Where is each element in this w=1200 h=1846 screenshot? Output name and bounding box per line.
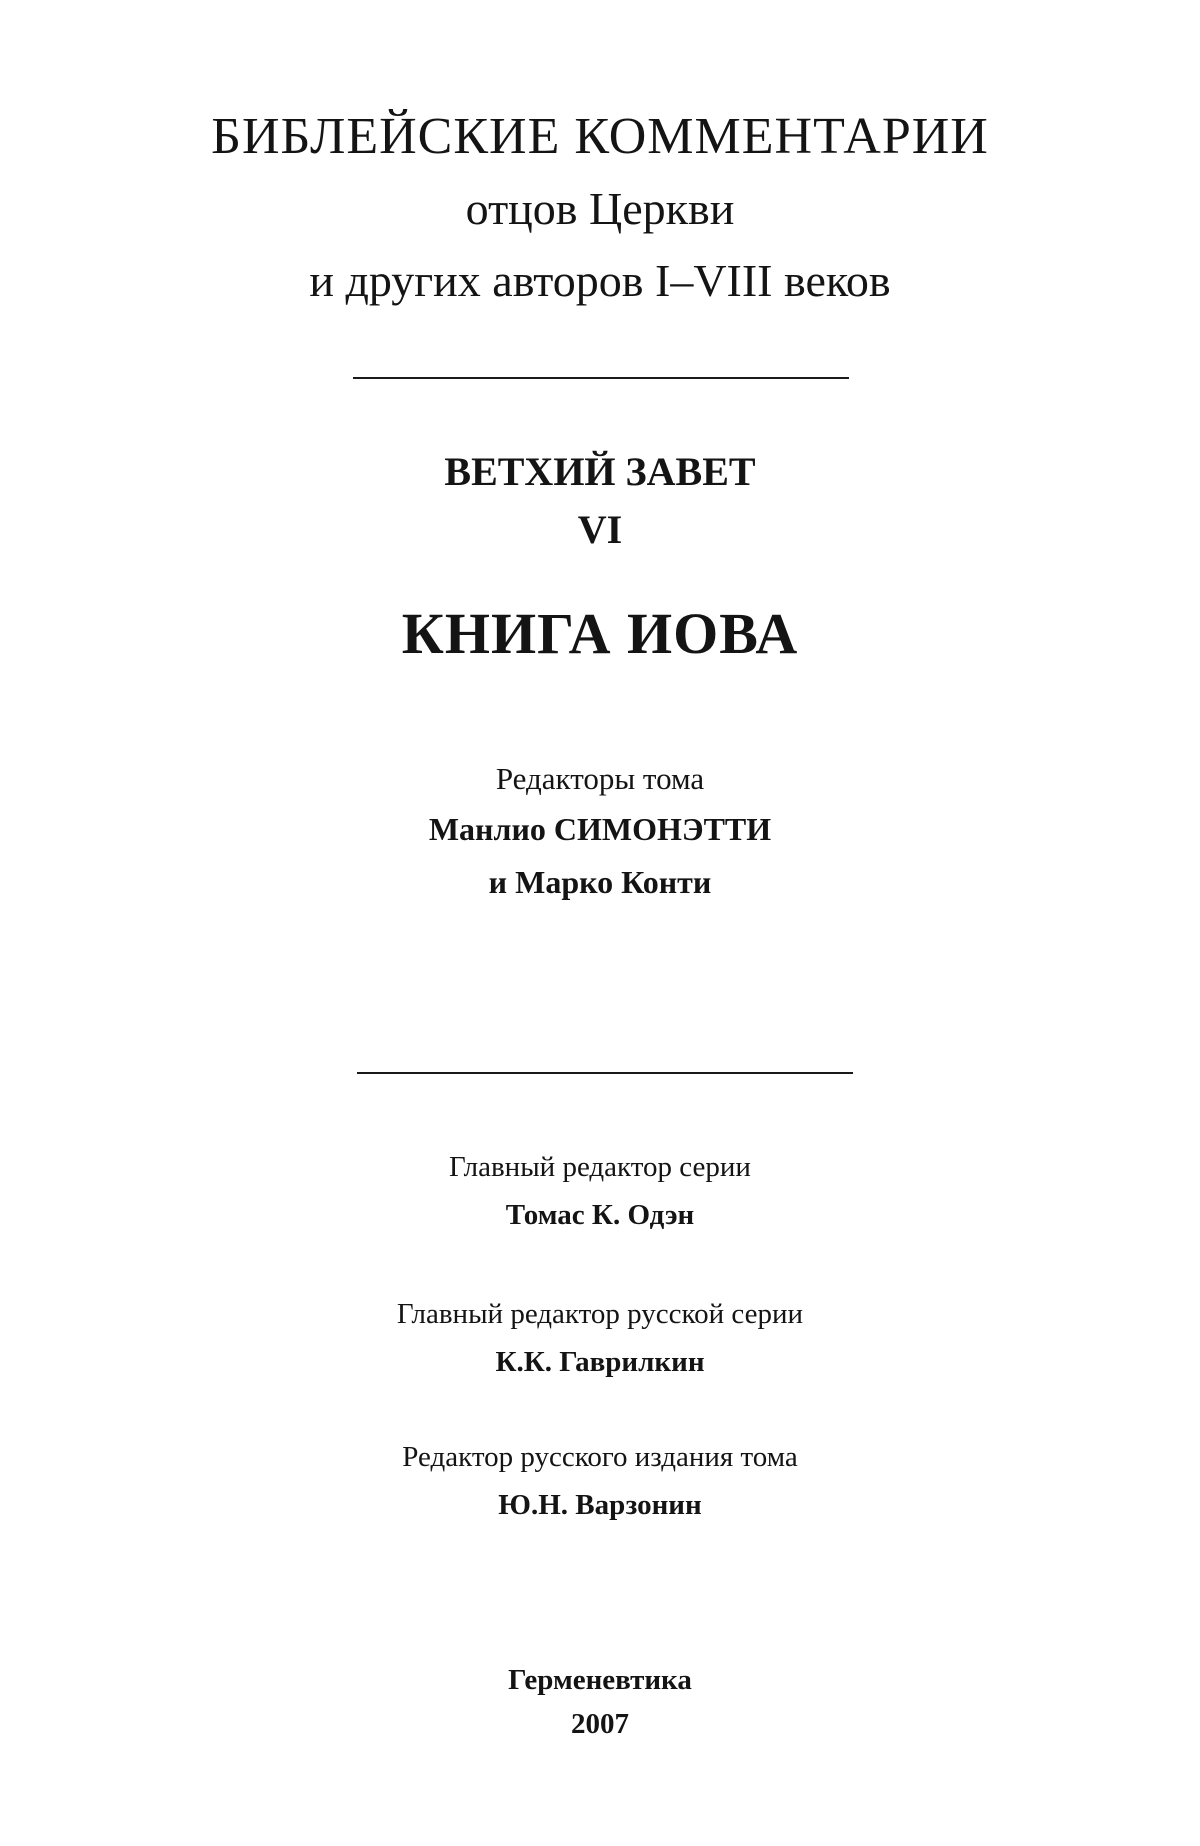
chief-editor-label: Главный редактор серии [449,1151,751,1183]
testament-heading: ВЕТХИЙ ЗАВЕТ [444,449,756,494]
volume-editors-label: Редакторы тома [495,761,705,796]
volume-editor-1: Манлио СИМОНЭТТИ [428,811,772,847]
series-title: БИБЛЕЙСКИЕ КОММЕНТАРИИ [211,108,989,165]
book-title: КНИГА ИОВА [401,601,799,666]
russian-volume-editor-label: Редактор русского издания тома [402,1441,798,1473]
publisher-name: Герменевтика [508,1664,692,1696]
russian-volume-editor-name: Ю.Н. Варзонин [498,1489,702,1521]
russian-chief-editor-name: К.К. Гаврилкин [495,1346,705,1378]
series-subtitle-line-1: отцов Церкви [465,183,735,234]
divider-top [353,377,849,379]
russian-chief-editor-label: Главный редактор русской серии [396,1298,804,1330]
volume-number: VI [577,507,623,552]
divider-bottom [357,1072,853,1074]
volume-editor-2: и Марко Конти [488,864,712,900]
publication-year: 2007 [571,1708,629,1740]
chief-editor-name: Томас К. Одэн [505,1199,695,1231]
series-subtitle-line-2: и других авторов I–VIII веков [309,255,891,306]
